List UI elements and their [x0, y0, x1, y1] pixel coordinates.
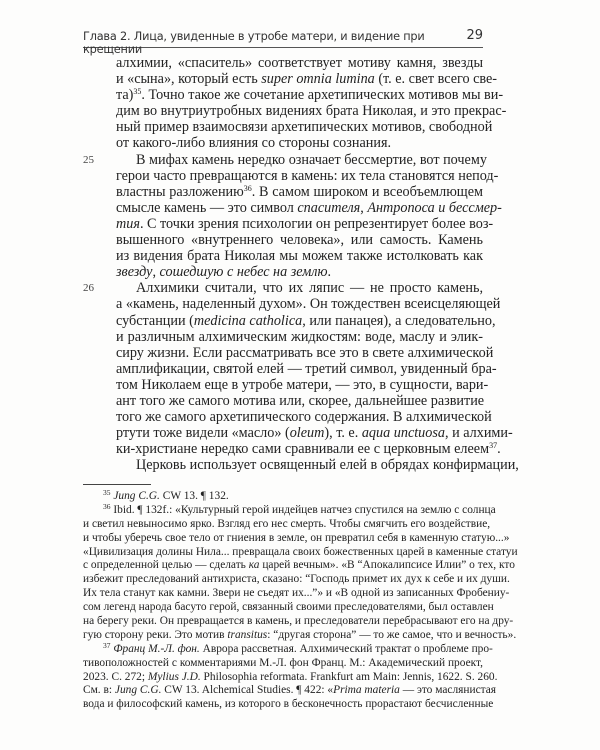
text: и «сына», который есть [116, 71, 262, 88]
main-text [83, 55, 519, 474]
text: ки-христиане нередко сами сравнивали ее с церковным елеем [116, 441, 490, 458]
text: ртути тоже видели «масло» ( [116, 425, 290, 442]
text: : “другая сторона” — то же самое, что и вечность». [267, 628, 517, 641]
body-line [116, 425, 513, 442]
footnote-ref: 36 [243, 183, 252, 193]
footnote-line [83, 601, 494, 615]
body-line [116, 232, 483, 248]
text: вышенного «внутреннего человека», или самость. Камень [116, 232, 483, 249]
text: властны разложению [116, 183, 244, 200]
text: на берегу реки. Он превращается в камень, и преследователи перебрасывают его на дру- [83, 615, 514, 628]
footnote-line [83, 670, 498, 685]
text: Алхимики считали, что их ляпис — не просто камень, [136, 280, 483, 297]
chapter-title: Глава 2. Лица, увиденные в утробе матери, и видение при крещении [83, 30, 425, 56]
text: CW 13. Alchemical Studies. ¶ 422: « [161, 684, 334, 697]
text: . В самом широком и всеобъемлющем [251, 183, 483, 200]
italic-text: medicina catholica [193, 312, 303, 329]
text: (т. е. свет всего све- [374, 71, 498, 88]
body-line [116, 135, 483, 151]
running-header [83, 28, 483, 56]
body-line [116, 376, 489, 393]
footnote-line [83, 559, 515, 573]
body-line [116, 441, 501, 458]
italic-text: тия [116, 215, 140, 232]
body-line [116, 215, 494, 232]
text: от какого-либо влияния со стороны сознания. [116, 135, 392, 152]
text: того же самого архетипического содержания. В алхимической [116, 409, 492, 426]
footnote-ref: 35 [103, 488, 111, 497]
footnote-line [83, 628, 517, 643]
italic-text: aqua unctuosa [361, 425, 445, 442]
text: ), т. е. [324, 425, 362, 442]
text: Philosophia reformata. Frankfurt am Main: Jennis, 1622. S. 260. [200, 670, 498, 683]
text: алхимии, «спаситель» соответствует мотиву камня, звезды [116, 55, 483, 71]
italic-text: Prima materia [333, 684, 400, 697]
body-line [116, 248, 483, 264]
text: царей вечным». «В “Апокалипсисе Илии” о тех, кто [259, 559, 515, 572]
text: Их тела станут как камни. Звери не съедят их...”» и «В одной из записанных Фробениу- [83, 587, 510, 600]
text: вода и философский камень, из которого в бесконечность прорастают бесчисленные [83, 698, 494, 711]
text: — это маслянистая [399, 684, 497, 697]
text: , [152, 264, 160, 281]
text: . [497, 441, 501, 458]
page-number: 29 [466, 28, 483, 43]
text: смысле камень — это символ [116, 199, 298, 216]
footnote-ref: 35 [133, 87, 142, 97]
footnote-ref: 37 [103, 640, 111, 650]
text: а «камень, наделенный духом». Он тождествен всеисцеляющей [116, 296, 501, 313]
text: Аврора рассветная. Алхимический трактат о проблеме про- [199, 642, 493, 655]
footnote-line [83, 684, 497, 698]
footnote-ref: 36 [103, 501, 111, 511]
text: сом легенд народа басуто герой, связанный своими преследователями, был оставлен [83, 601, 494, 614]
text: сиру жизни. Если рассматривать все это в свете алхимической [116, 344, 494, 361]
body-line [116, 312, 496, 329]
body-line [116, 184, 483, 200]
body-line [116, 103, 507, 120]
text: . С точки зрения психологии он репрезентирует более воз- [139, 215, 494, 232]
body-line [116, 457, 519, 474]
italic-text: Mylius J.D. [147, 670, 201, 683]
footnote-line [83, 587, 510, 601]
text: 2023. С. 272; [83, 670, 148, 683]
text: из видения брата Николая мы можем также истолковать как [116, 248, 483, 265]
italic-text: ка [248, 559, 260, 572]
text: том Николаем еще в утробе матери, — это, в сущности, вари- [116, 376, 489, 393]
italic-text: спасителя [297, 199, 361, 216]
footnote-ref: 37 [489, 441, 498, 451]
text: , или панацея), а следовательно, [302, 312, 496, 329]
text: ный пример взаимосвязи архетипических мотивов, свободной [116, 119, 493, 136]
footnote-line [83, 698, 494, 712]
text: амплификации, святой елей — третий символ, увиденный бра- [116, 360, 497, 377]
footnotes [83, 488, 518, 712]
footnote-line [83, 517, 491, 532]
italic-text: transitus [227, 628, 268, 641]
footnote-line [83, 531, 510, 546]
body-line [116, 360, 497, 377]
italic-text: Антропоса и бессмер- [367, 199, 502, 216]
body-line [83, 151, 487, 168]
margin-paragraph-number: 25 [83, 153, 94, 166]
text: и чтобы уберечь свое тело от гниения в земле, он превратил себя в каменную статую...» [83, 531, 510, 544]
text: избежит преследований антихриста, сказано: “Господь примет их дух к себе и их души. [83, 573, 510, 586]
text: , [360, 199, 368, 216]
text: и светил невыносимо ярко. Взгляд его нес смерть. Чтобы смягчить его воздействие, [83, 517, 491, 530]
text: тивоположностей с комментариями М.-Л. фон Франц. М.: Академический проект, [83, 656, 483, 669]
text: та) [116, 87, 134, 104]
body-line [116, 409, 492, 426]
text: ант того же самого мотива или, скорее, дальнейшее развитие [116, 392, 485, 409]
body-line [116, 296, 501, 313]
text: субстанции ( [116, 312, 194, 329]
text: с определенной целью — сделать [83, 559, 249, 572]
text: См. в: [83, 684, 115, 697]
text: герои часто превращаются в камень: их тела становятся непод- [116, 167, 499, 184]
body-line [116, 71, 498, 88]
footnote-line [83, 545, 518, 560]
text: и различным алхимическим жидкостям: воде, маслу и элик- [116, 328, 483, 345]
body-line [116, 167, 499, 184]
text: . Точно такое же сочетание архетипических мотивов мы ви- [141, 87, 504, 104]
text: , и алхими- [444, 425, 513, 442]
footnote-line [83, 657, 483, 671]
italic-text: oleum [289, 425, 325, 442]
footnote-line [83, 573, 510, 587]
margin-paragraph-number: 26 [83, 282, 94, 295]
text: CW 13. ¶ 132. [159, 490, 229, 502]
body-line [116, 119, 493, 136]
footnote-separator [83, 484, 151, 485]
body-line [116, 264, 483, 280]
body-line [116, 199, 502, 216]
text: Ibid. ¶ 132f.: «Культурный герой индейцев натчез спустился на землю с солнца [110, 503, 496, 516]
text: Церковь использует освященный елей в обрядах конфирмации, [136, 457, 519, 474]
body-line [116, 344, 494, 361]
body-line [116, 393, 483, 409]
italic-text: Jung C.G. [114, 684, 162, 697]
italic-text: Jung C.G. [113, 490, 160, 502]
body-line [83, 280, 483, 297]
italic-text: Франц М.-Л. фон. [113, 642, 200, 655]
footnote-line [83, 490, 483, 504]
body-line [116, 55, 483, 71]
footnote-line [83, 501, 496, 518]
text: В мифах камень нередко означает бессмертие, вот почему [136, 151, 487, 168]
body-line [116, 87, 504, 104]
italic-text: сошедшую с небес на землю [159, 264, 328, 281]
text: дим во внутриутробных видениях брата Николая, и это прекрас- [116, 103, 507, 120]
footnote-line [83, 615, 514, 629]
body-line [116, 329, 483, 345]
italic-text: звезду [116, 264, 153, 281]
text: гую сторону реки. Это мотив [83, 628, 228, 641]
footnote-line [83, 640, 493, 657]
text: . [327, 264, 332, 281]
text: «Цивилизация долины Нила... превращала своих божественных царей в каменные статуи [83, 545, 518, 558]
italic-text: super omnia lumina [261, 71, 375, 88]
